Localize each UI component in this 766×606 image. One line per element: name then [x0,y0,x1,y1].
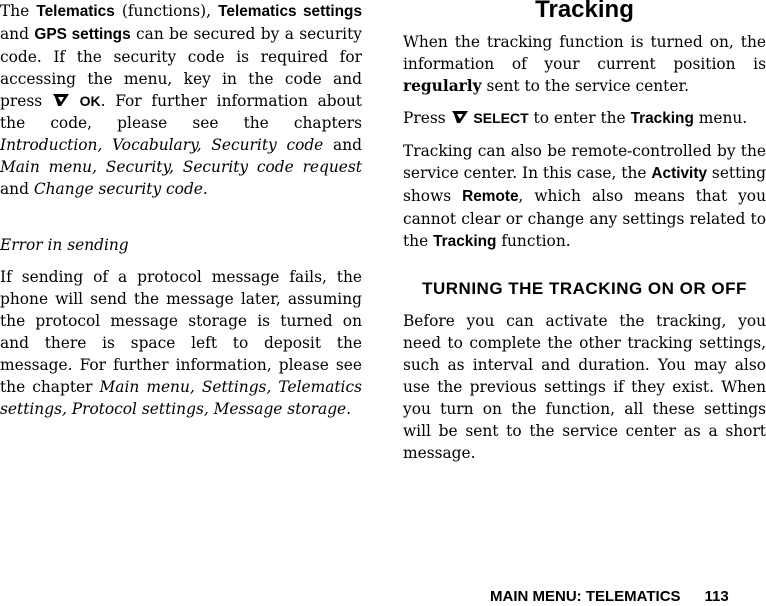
emphasis: regularly [403,77,482,95]
text: The [0,2,37,20]
softkey-arrow-icon [451,110,469,124]
text: and [323,136,362,154]
error-subheading: Error in sending [0,236,129,254]
text: sent to the service center. [481,77,689,95]
softkey-arrow-icon [52,93,70,107]
tracking-intro-paragraph [403,31,766,97]
chapter-reference: Change security code [33,180,203,198]
text: Press [403,109,451,127]
press-select-paragraph [403,107,766,130]
left-column [0,0,362,420]
chapter-reference: Main menu, Security, Security code request [0,158,362,176]
activity-setting-term: Activity [651,165,708,182]
remote-value-term: Remote [462,188,519,205]
text: and [0,180,34,198]
text: When the tracking function is turned on, the information of your current position is [403,33,766,73]
tracking-menu-term: Tracking [630,110,694,127]
telematics-settings-term: Telematics settings [218,3,363,20]
page-number: 113 [704,588,729,605]
tracking-function-term: Tracking [433,233,497,250]
text: Tracking can also be remote-controlled by the service center. In this case, the [403,142,766,182]
text: , which also means that you cannot clear or change any settings related to the [403,187,766,250]
text: . [202,180,208,198]
text: function. [496,232,571,250]
security-paragraph [0,0,362,200]
telematics-term: Telematics [36,3,115,20]
text: to enter the [528,109,631,127]
remote-control-paragraph [403,140,766,253]
text: If sending of a protocol message fails, the phone will send the message later, assuming the protocol message storage is turned on and there is space left to deposit the message. For further information, please see the chapter [0,268,362,396]
chapter-reference: Main menu, Settings, Telematics settings, Protocol settings, Message storage [0,378,362,418]
text: setting shows [403,164,766,205]
gps-settings-term: GPS settings [34,26,131,43]
text: . For further information about the code, please see the chapters [0,92,362,132]
activation-paragraph: Before you can activate the tracking, you need to complete the other tracking settings, such as interval and duration. You may also use the previous settings if they exist. When you turn on the function, all these settings will be sent to the service center as a short message. [403,312,766,462]
right-column [403,0,766,464]
text: menu. [693,109,748,127]
ok-key-label: OK [79,93,101,109]
text: can be secured by a security code. If the security code is required for accessing the menu, key in the code and press [0,25,362,110]
text: . [346,400,352,418]
select-key-label: SELECT [473,110,529,126]
text: (functions), [114,2,219,20]
text: and [0,25,35,43]
section-heading: TURNING THE TRACKING ON OR OFF [422,279,747,298]
section-title: Tracking [535,0,634,23]
error-paragraph [0,266,362,420]
chapter-reference: Introduction, Vocabulary, Security code [0,136,324,154]
page-footer [490,588,729,606]
footer-section-title: MAIN MENU: TELEMATICS [490,588,681,605]
